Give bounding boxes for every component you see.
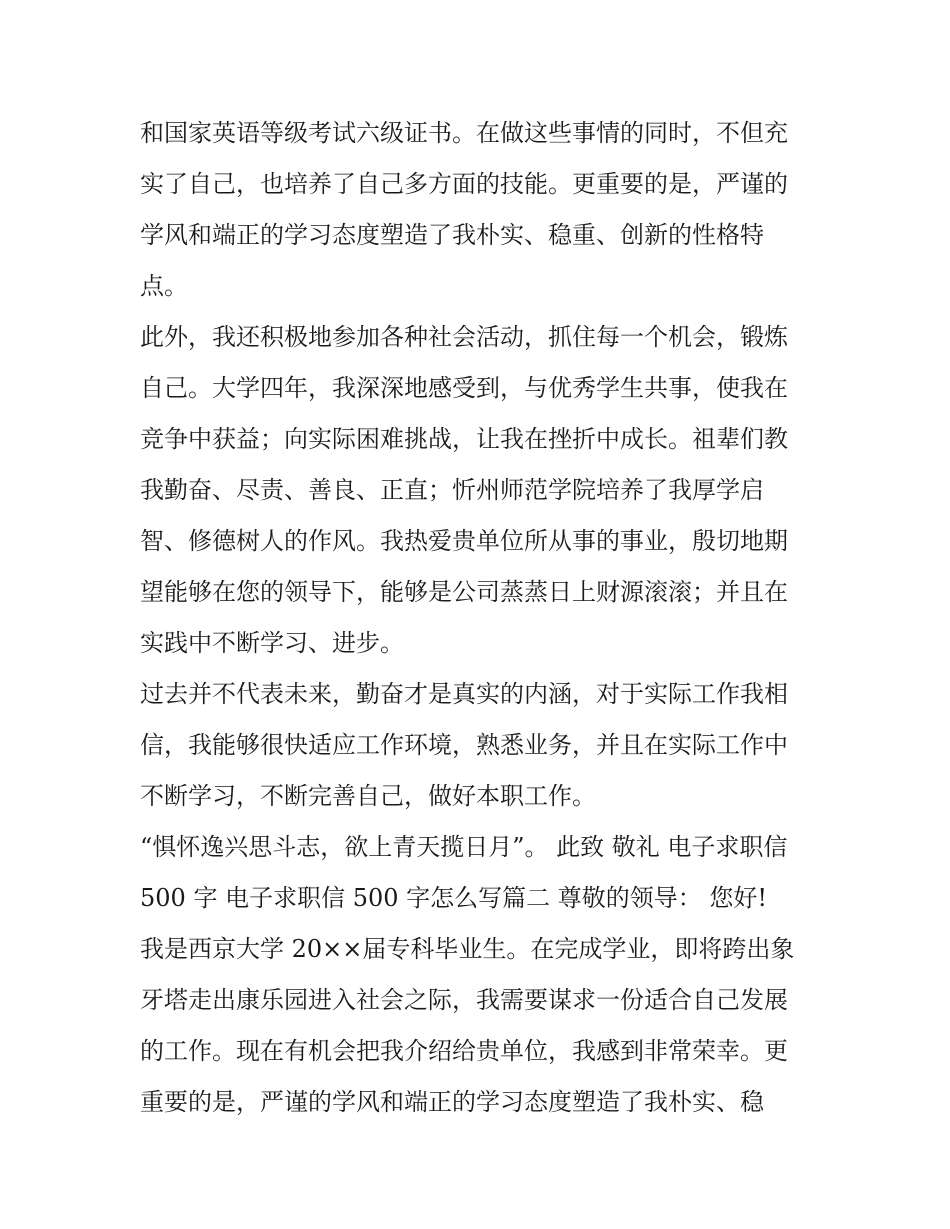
text-line: 智、修德树人的作风。我热爱贵单位所从事的事业，殷切地期: [140, 527, 788, 555]
text-line: 实践中不断学习、进步。: [140, 629, 404, 657]
text-line: 重要的是，严谨的学风和端正的学习态度塑造了我朴实、稳: [140, 1088, 764, 1116]
text-line: 的工作。现在有机会把我介绍给贵单位，我感到非常荣幸。更: [140, 1037, 788, 1065]
text-line: 和国家英语等级考试六级证书。在做这些事情的同时，不但充: [140, 119, 788, 147]
text-line: 点。: [140, 272, 188, 300]
text-line: “惧怀逸兴思斗志，欲上青天揽日月”。 此致 敬礼 电子求职信: [140, 833, 788, 861]
document-body: [140, 108, 820, 1128]
text-line: 不断学习，不断完善自己，做好本职工作。: [140, 782, 596, 810]
text-line: 我是西京大学 20××届专科毕业生。在完成学业，即将跨出象: [140, 935, 795, 963]
text-line: 牙塔走出康乐园进入社会之际，我需要谋求一份适合自己发展: [140, 986, 788, 1014]
text-line: 实了自己，也培养了自己多方面的技能。更重要的是，严谨的: [140, 170, 788, 198]
text-line: 过去并不代表未来，勤奋才是真实的内涵，对于实际工作我相: [140, 680, 788, 708]
text-line: 望能够在您的领导下，能够是公司蒸蒸日上财源滚滚；并且在: [140, 578, 788, 606]
text-line: 此外，我还积极地参加各种社会活动，抓住每一个机会，锻炼: [140, 323, 788, 351]
text-line: 自己。大学四年，我深深地感受到，与优秀学生共事，使我在: [140, 374, 788, 402]
text-line: 竞争中获益；向实际困难挑战，让我在挫折中成长。祖辈们教: [140, 425, 788, 453]
text-line: 我勤奋、尽责、善良、正直；忻州师范学院培养了我厚学启: [140, 476, 764, 504]
text-line: 信，我能够很快适应工作环境，熟悉业务，并且在实际工作中: [140, 731, 788, 759]
text-line: 500 字 电子求职信 500 字怎么写篇二 尊敬的领导： 您好!: [140, 884, 768, 912]
text-line: 学风和端正的学习态度塑造了我朴实、稳重、创新的性格特: [140, 221, 764, 249]
